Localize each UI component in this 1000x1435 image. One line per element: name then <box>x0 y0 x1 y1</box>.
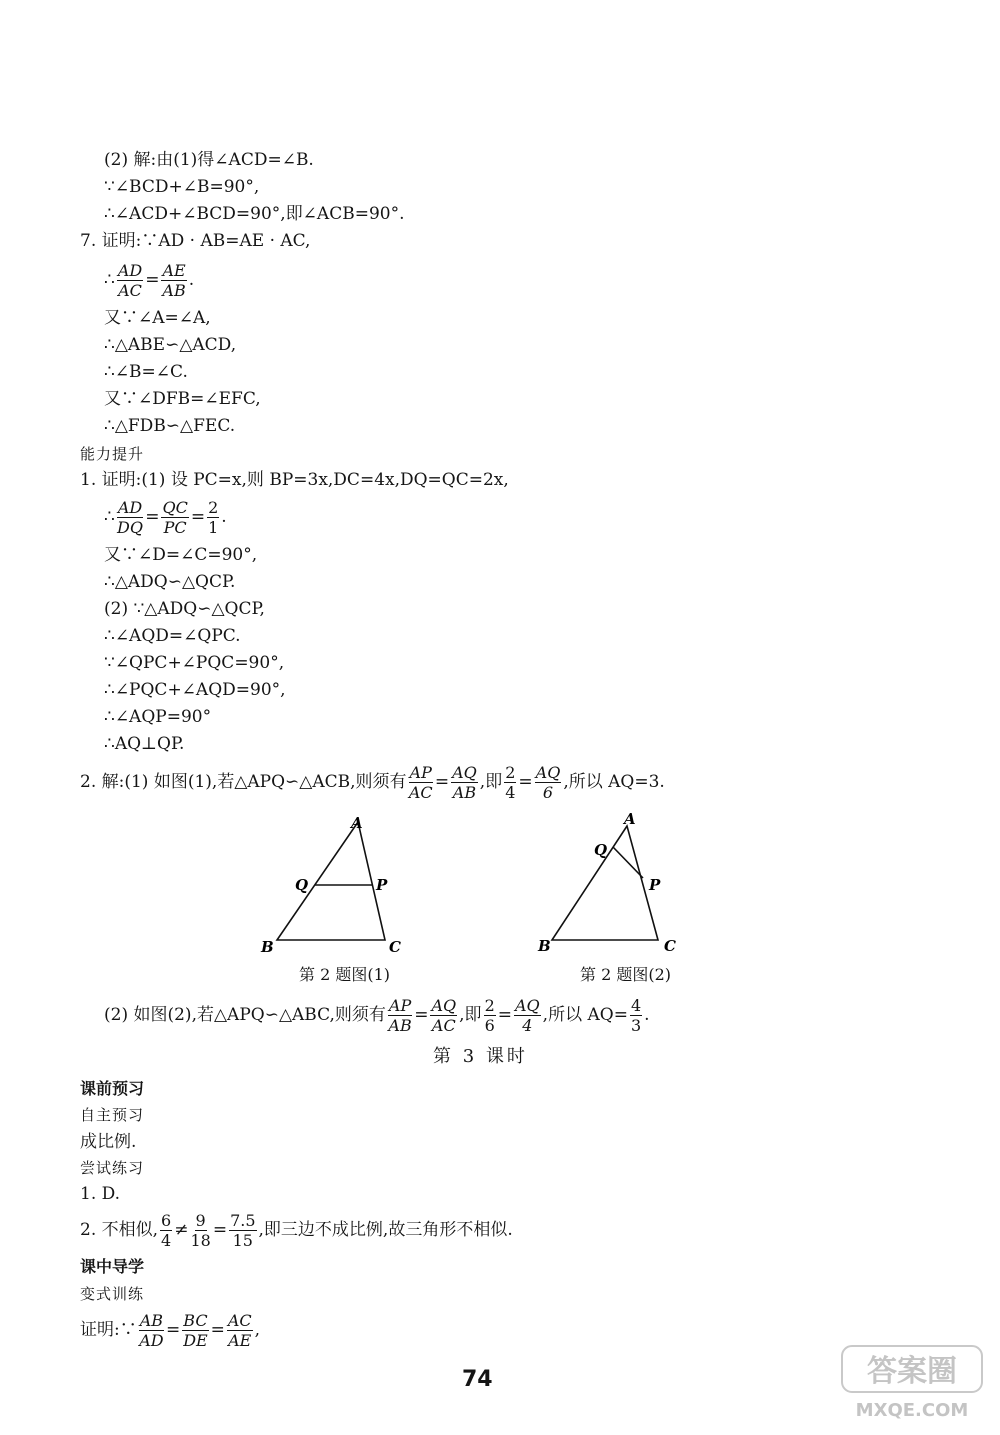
numerator: AP <box>409 763 432 782</box>
operator: = <box>145 270 160 290</box>
solution-line: ∴△ABE∽△ACD, <box>104 335 237 355</box>
fraction <box>160 1211 172 1250</box>
solution-line: ∴∠PQC+∠AQD=90°, <box>104 680 286 700</box>
solution-line: 又∵∠A=∠A, <box>104 308 211 328</box>
section-title: 第 3 课时 <box>433 1046 528 1067</box>
numerator: 9 <box>195 1211 206 1230</box>
fraction <box>117 498 143 537</box>
operator: = <box>414 1005 429 1025</box>
subheading: 尝试练习 <box>80 1159 145 1177</box>
numerator: AQ <box>452 763 477 782</box>
vertex-label-a: A <box>351 814 363 832</box>
figure-2-diagram <box>530 806 690 962</box>
fraction <box>207 498 219 537</box>
denominator: 6 <box>542 783 554 802</box>
suffix: , <box>254 1320 261 1340</box>
denominator: 1 <box>208 518 219 537</box>
answer-line: 成比例. <box>80 1132 137 1152</box>
fraction <box>182 1311 208 1350</box>
numerator: AQ <box>535 763 561 782</box>
fraction <box>409 763 433 802</box>
numerator: QC <box>162 498 188 517</box>
vertex-label-p: P <box>376 876 388 894</box>
numerator: 7.5 <box>230 1211 256 1230</box>
numerator: AP <box>388 996 412 1015</box>
denominator: AE <box>228 1331 252 1350</box>
operator: = <box>190 507 206 527</box>
fraction <box>161 261 186 300</box>
page-number: 74 <box>462 1367 493 1392</box>
text: ,所以 AQ= <box>542 1005 628 1025</box>
fraction-line <box>104 495 227 539</box>
watermark-top-text: 答案圈 <box>867 1354 957 1389</box>
operator: = <box>145 507 160 527</box>
fraction <box>484 996 496 1035</box>
answer-line: 1. D. <box>80 1184 121 1204</box>
denominator: AC <box>431 1016 456 1035</box>
fraction-line <box>80 1308 260 1352</box>
problem-1-line: 1. 证明:(1) 设 PC=x,则 BP=3x,DC=4x,DQ=QC=2x, <box>80 470 509 490</box>
denominator: 6 <box>484 1016 495 1035</box>
solution-line: 又∵∠DFB=∠EFC, <box>104 389 261 409</box>
fraction <box>451 763 478 802</box>
fraction <box>430 996 457 1035</box>
vertex-label-b: B <box>538 937 551 955</box>
denominator: 4 <box>161 1231 172 1250</box>
suffix: ,所以 AQ=3. <box>563 772 665 792</box>
operator: = <box>210 1320 225 1340</box>
denominator: AD <box>139 1331 164 1350</box>
vertex-label-p: P <box>649 876 661 894</box>
solution-line: ∴∠B=∠C. <box>104 362 188 382</box>
prefix: ∴ <box>104 507 115 527</box>
solution-line: 又∵∠D=∠C=90°, <box>104 545 258 565</box>
solution-line: ∴△ADQ∽△QCP. <box>104 572 236 592</box>
denominator: DE <box>183 1331 208 1350</box>
text: ,即 <box>479 772 503 792</box>
numerator: AB <box>139 1311 164 1330</box>
prefix: 证明:∵ <box>80 1320 137 1340</box>
numerator: 2 <box>208 498 219 517</box>
operator: = <box>518 772 533 792</box>
denominator: 18 <box>190 1231 211 1250</box>
prefix: 2. 不相似, <box>80 1220 159 1240</box>
denominator: AB <box>388 1016 412 1035</box>
vertex-label-a: A <box>624 810 636 828</box>
fraction-line <box>80 1208 513 1252</box>
denominator: DQ <box>117 518 143 537</box>
fraction <box>514 996 541 1035</box>
numerator: AD <box>117 498 143 517</box>
numerator: AQ <box>431 996 457 1015</box>
numerator: 4 <box>630 996 642 1015</box>
heading-pre-class: 课前预习 <box>80 1079 145 1098</box>
denominator: AC <box>408 783 433 802</box>
fraction-line <box>104 993 650 1037</box>
denominator: 15 <box>232 1231 253 1250</box>
fraction-line <box>80 760 665 804</box>
fraction-line <box>104 258 194 302</box>
solution-line: ∵∠QPC+∠PQC=90°, <box>104 653 285 673</box>
solution-line: ∴∠AQD=∠QPC. <box>104 626 241 646</box>
vertex-label-c: C <box>389 938 401 956</box>
watermark-logo <box>836 1344 986 1424</box>
denominator: AB <box>162 281 186 300</box>
operator: ≠ <box>174 1220 189 1240</box>
fraction <box>630 996 642 1035</box>
fraction <box>117 261 143 300</box>
operator: = <box>212 1220 228 1240</box>
solution-line: ∴AQ⊥QP. <box>104 734 185 754</box>
suffix: . <box>644 1005 650 1025</box>
numerator: AD <box>117 261 143 280</box>
numerator: AQ <box>515 996 540 1015</box>
prefix: (2) 如图(2),若△APQ∽△ABC,则须有 <box>104 1005 386 1025</box>
suffix: ,即三边不成比例,故三角形不相似. <box>258 1220 513 1240</box>
solution-line: (2) ∵△ADQ∽△QCP, <box>104 599 265 619</box>
fraction <box>535 763 562 802</box>
solution-line: ∵∠BCD+∠B=90°, <box>104 177 260 197</box>
problem-7-line: 7. 证明:∵AD · AB=AE · AC, <box>80 231 311 251</box>
numerator: 6 <box>161 1211 172 1230</box>
operator: = <box>497 1005 512 1025</box>
solution-line: ∴∠ACD+∠BCD=90°,即∠ACB=90°. <box>104 204 405 224</box>
triangle-abc <box>277 822 385 940</box>
fraction <box>190 1211 210 1250</box>
operator: = <box>434 772 450 792</box>
figure-1-caption: 第 2 题图(1) <box>299 965 391 984</box>
denominator: PC <box>163 518 187 537</box>
prefix: ∴ <box>104 270 115 290</box>
fraction <box>227 1311 253 1350</box>
solution-line: (2) 解:由(1)得∠ACD=∠B. <box>104 150 314 170</box>
numerator: 2 <box>484 996 495 1015</box>
fraction <box>504 763 516 802</box>
denominator: AB <box>452 783 477 802</box>
denominator: 4 <box>522 1016 533 1035</box>
fraction <box>161 498 188 537</box>
subheading: 变式训练 <box>80 1285 145 1303</box>
figure-2-caption: 第 2 题图(2) <box>580 965 672 984</box>
heading-in-class: 课中导学 <box>80 1257 145 1276</box>
suffix: . <box>188 270 195 290</box>
subsection-heading: 能力提升 <box>80 445 145 463</box>
solution-line: ∴△FDB∽△FEC. <box>104 416 236 436</box>
numerator: AC <box>227 1311 252 1330</box>
operator: = <box>166 1320 181 1340</box>
fraction <box>229 1211 256 1250</box>
text: ,即 <box>459 1005 482 1025</box>
numerator: AE <box>162 261 186 280</box>
vertex-label-q: Q <box>594 841 608 859</box>
fraction <box>139 1311 164 1350</box>
numerator: 2 <box>505 763 516 782</box>
vertex-label-c: C <box>664 937 676 955</box>
watermark-bottom-text: MXQE.COM <box>855 1400 969 1421</box>
solution-line: ∴∠AQP=90° <box>104 707 212 727</box>
denominator: 3 <box>630 1016 642 1035</box>
vertex-label-q: Q <box>295 876 309 894</box>
vertex-label-b: B <box>261 938 274 956</box>
prefix: 2. 解:(1) 如图(1),若△APQ∽△ACB,则须有 <box>80 772 407 792</box>
subheading: 自主预习 <box>80 1106 145 1124</box>
watermark-logo-graphic <box>836 1344 986 1424</box>
suffix: . <box>221 507 227 527</box>
denominator: 4 <box>505 783 516 802</box>
figure-1-diagram <box>255 812 415 962</box>
fraction <box>388 996 412 1035</box>
numerator: BC <box>183 1311 208 1330</box>
segment-qp <box>613 847 643 878</box>
denominator: AC <box>118 281 142 300</box>
